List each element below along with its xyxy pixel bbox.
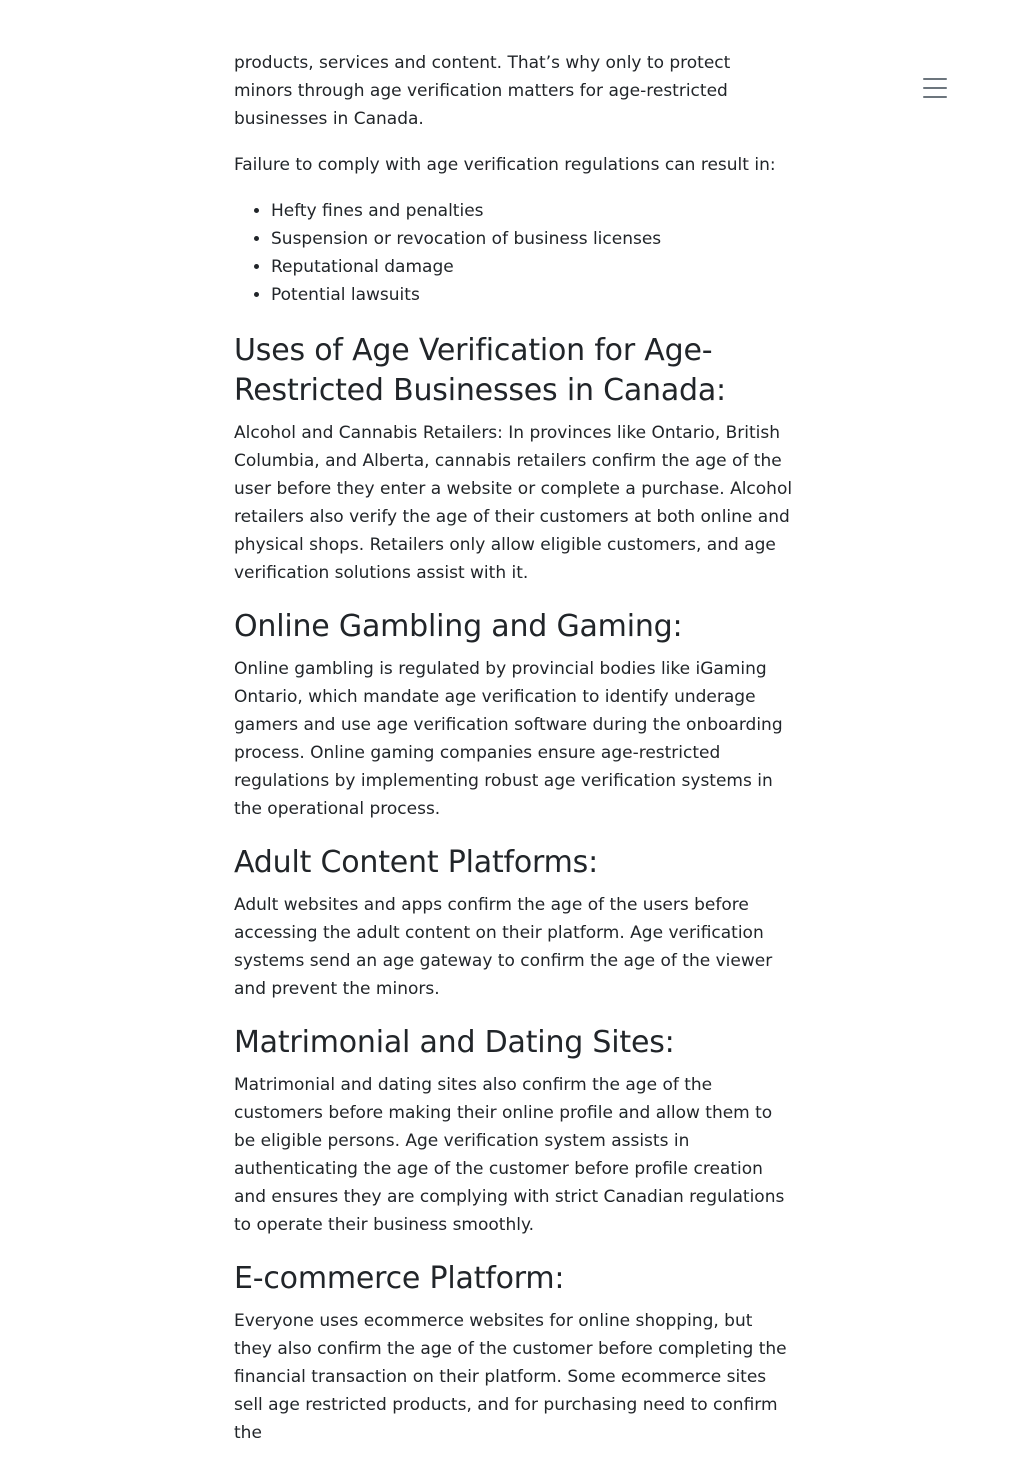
section-body-uses: Alcohol and Cannabis Retailers: In provinces like Ontario, British Columbia, and Alberta, cannabis retailers confirm the age of the user before they enter a website or complete a purchase. Alcohol retailers also verify the age of their customers at both online and physical shops. Retailers only allow eligible customers, and age verification solutions assist with it. [234, 423, 793, 583]
list-item: • Suspension or revocation of business licenses [271, 225, 794, 253]
hamburger-menu-icon [922, 77, 948, 101]
section-heading-uses: Uses of Age Verification for Age-Restricted Businesses in Canada: [234, 333, 726, 408]
section-body-ecommerce: Everyone uses ecommerce websites for online shopping, but they also confirm the age of the customer before completing the financial transaction on their platform. Some ecommerce sites sell age restricted products, and for purchasing need to confirm the [234, 1311, 787, 1443]
section-heading-online-gambling: Online Gambling and Gaming: [234, 609, 683, 644]
section-heading-matrimonial-dating: Matrimonial and Dating Sites: [234, 1025, 675, 1060]
section-heading-adult-content: Adult Content Platforms: [234, 845, 598, 880]
intro-paragraph: products, services and content. That’s why only to protect minors through age verification matters for age-restricted businesses in Canada. [234, 53, 731, 129]
list-item: • Potential lawsuits [271, 281, 794, 309]
article-content [234, 49, 794, 1465]
list-item: • Hefty fines and penalties [271, 197, 794, 225]
section-heading-ecommerce: E-commerce Platform: [234, 1261, 565, 1296]
list-item: • Reputational damage [271, 253, 794, 281]
consequences-list [234, 197, 794, 309]
section-body-online-gambling: Online gambling is regulated by provincial bodies like iGaming Ontario, which mandate age verification to identify underage gamers and use age verification software during the onboarding process. Online gaming companies ensure age-restricted regulations by implementing robust age verification systems in the operational process. [234, 659, 783, 819]
section-body-matrimonial-dating: Matrimonial and dating sites also confirm the age of the customers before making their online profile and allow them to be eligible persons. Age verification system assists in authenticating the age of the customer before profile creation and ensures they are complying with strict Canadian regulations to operate their business smoothly. [234, 1075, 785, 1235]
failure-lead-paragraph: Failure to comply with age verification regulations can result in: [234, 155, 776, 175]
menu-button[interactable] [922, 77, 948, 101]
section-body-adult-content: Adult websites and apps confirm the age of the users before accessing the adult content on their platform. Age verification systems send an age gateway to confirm the age of the viewer and prevent the minors. [234, 895, 773, 999]
